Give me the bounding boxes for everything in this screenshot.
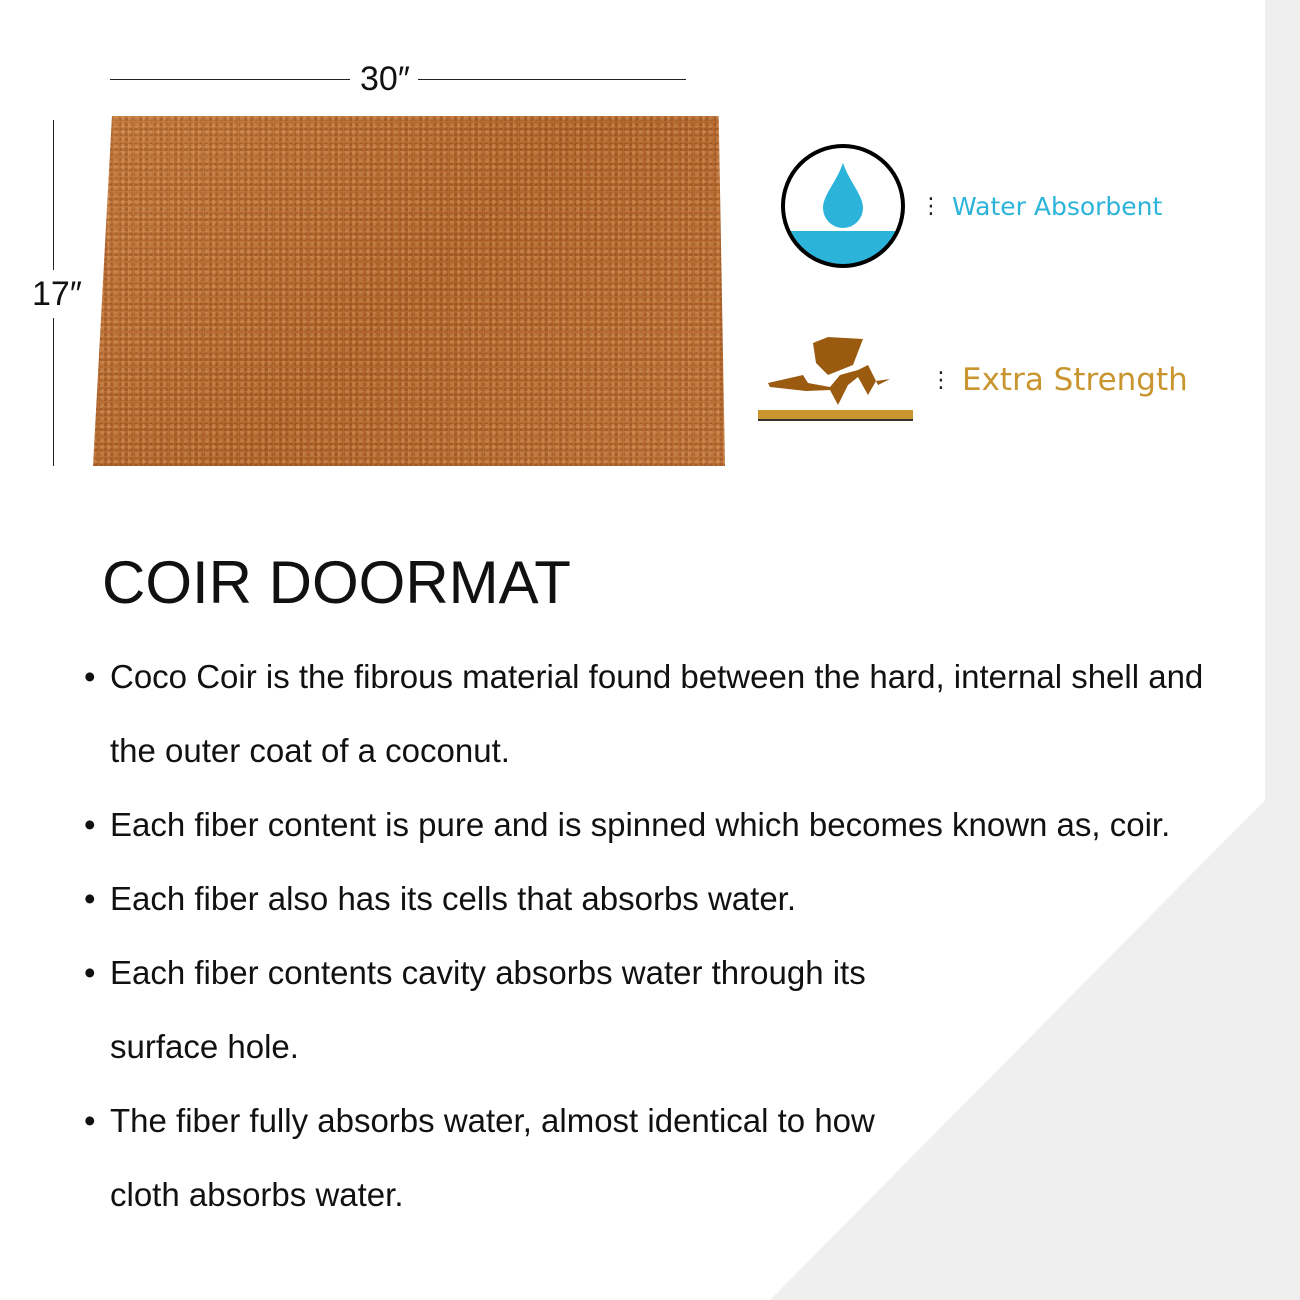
width-label: 30″: [360, 60, 410, 98]
bullet-item: • The fiber fully absorbs water, almost identical to how cloth absorbs water.: [84, 1084, 890, 1232]
height-label: 17″: [32, 275, 82, 313]
feature-label: Water Absorbent: [952, 191, 1163, 221]
coir-doormat-image: [93, 116, 725, 466]
height-dimension-line-top: [53, 120, 54, 270]
separator-dots: ⋮: [930, 367, 952, 393]
feature-bullet-list: [84, 640, 1244, 1232]
separator-dots: ⋮: [920, 193, 942, 219]
bullet-item: • Each fiber also has its cells that absorbs water.: [84, 862, 1244, 936]
bullet-item: • Each fiber contents cavity absorbs water through its surface hole.: [84, 936, 930, 1084]
feature-extra-strength: [758, 335, 1188, 425]
strength-impact-icon: [758, 335, 916, 425]
width-dimension-line-right: [418, 79, 686, 80]
feature-water-absorbent: [780, 143, 1162, 269]
water-drop-icon: [780, 143, 906, 269]
width-dimension-line-left: [110, 79, 350, 80]
feature-label: Extra Strength: [962, 362, 1188, 398]
product-title: COIR DOORMAT: [102, 549, 571, 616]
bullet-item: • Coco Coir is the fibrous material found between the hard, internal shell and the outer coat of a coconut.: [84, 640, 1244, 788]
height-dimension-line-bottom: [53, 318, 54, 466]
bullet-item: • Each fiber content is pure and is spinned which becomes known as, coir.: [84, 788, 1244, 862]
